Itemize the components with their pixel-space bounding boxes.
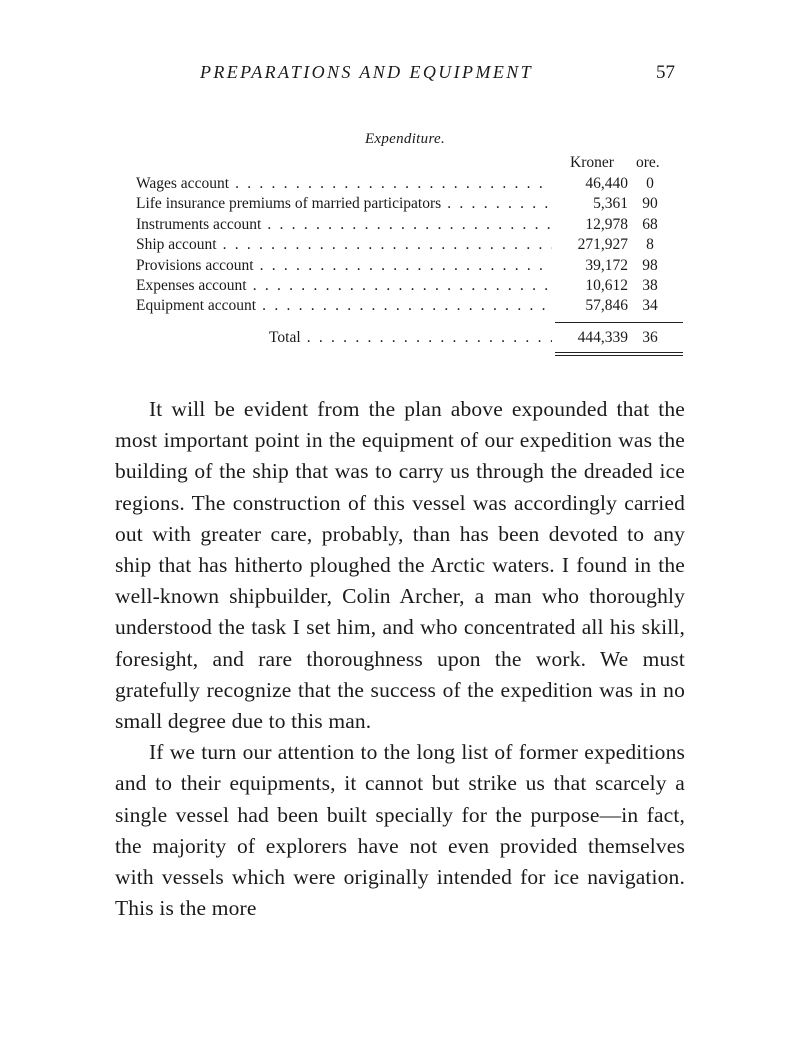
- expenditure-table: [136, 154, 676, 317]
- page-number: 57: [656, 62, 675, 83]
- row-ore: 90: [642, 195, 658, 213]
- row-ore: 38: [642, 276, 658, 294]
- total-label: Total . . .: [269, 328, 552, 348]
- paragraph: It will be evident from the plan above expounded that the most important point in the equipment of our expedition was the building of the ship that was to carry us through the dreaded ice regions. The construction of this vessel was accordingly carried out with greater care, probably, than has been devoted to any ship that has hitherto ploughed the Arctic waters. I found in the well-known shipbuilder, Colin Archer, a man who thoroughly understood the task I set him, and who concentrated all his skill, foresight, and rare thoroughness upon the work. We must gratefully recognize that the success of the expedition was in no small degree due to this man.: [115, 397, 685, 734]
- row-ore: 68: [642, 215, 658, 233]
- row-label: Life insurance premiums of married participators . . .: [136, 194, 552, 214]
- row-label: Expenses account . . .: [136, 276, 552, 296]
- table-row: [136, 194, 676, 214]
- row-kroner: 271,927: [577, 236, 628, 254]
- running-head: [200, 62, 675, 88]
- row-kroner: 10,612: [585, 276, 628, 294]
- row-label: Equipment account . . .: [136, 296, 552, 316]
- body-text: [115, 394, 685, 924]
- total-ore: 36: [642, 329, 658, 346]
- row-ore: 98: [642, 256, 658, 274]
- row-kroner: 46,440: [585, 175, 628, 192]
- table-row: [136, 174, 676, 194]
- table-row: [136, 296, 676, 316]
- table-row: [136, 256, 676, 276]
- row-ore: 34: [642, 297, 658, 315]
- table-row: [136, 276, 676, 296]
- row-kroner: 57,846: [585, 297, 628, 315]
- column-header-kroner: Kroner: [570, 154, 614, 171]
- sum-rule: [555, 322, 683, 323]
- total-kroner: 444,339: [577, 329, 628, 346]
- table-caption: Expenditure.: [364, 131, 446, 147]
- row-kroner: 39,172: [585, 256, 628, 274]
- total-double-rule: [555, 352, 683, 356]
- total-row: [136, 328, 676, 348]
- row-ore: 8: [646, 236, 654, 254]
- running-title: PREPARATIONS AND EQUIPMENT: [200, 62, 534, 82]
- row-label: Provisions account . . .: [136, 256, 552, 276]
- row-label: Wages account . . .: [136, 174, 552, 194]
- paragraph: If we turn our attention to the long list of former expeditions and to their equipments, it cannot but strike us that scarcely a single vessel had been built specially for the purpose—in fact, the majority of explorers have not even provided themselves with vessels which were originally intended for ice navigation. This is the more: [115, 740, 685, 921]
- row-label: Instruments account . . .: [136, 215, 552, 235]
- row-kroner: 5,361: [593, 195, 628, 213]
- table-row: [136, 215, 676, 235]
- row-label: Ship account . . .: [136, 235, 552, 255]
- column-header-ore: ore.: [636, 154, 660, 171]
- table-row: [136, 235, 676, 255]
- row-kroner: 12,978: [585, 215, 628, 233]
- table-header-row: [136, 154, 676, 174]
- row-ore: 0: [646, 175, 654, 192]
